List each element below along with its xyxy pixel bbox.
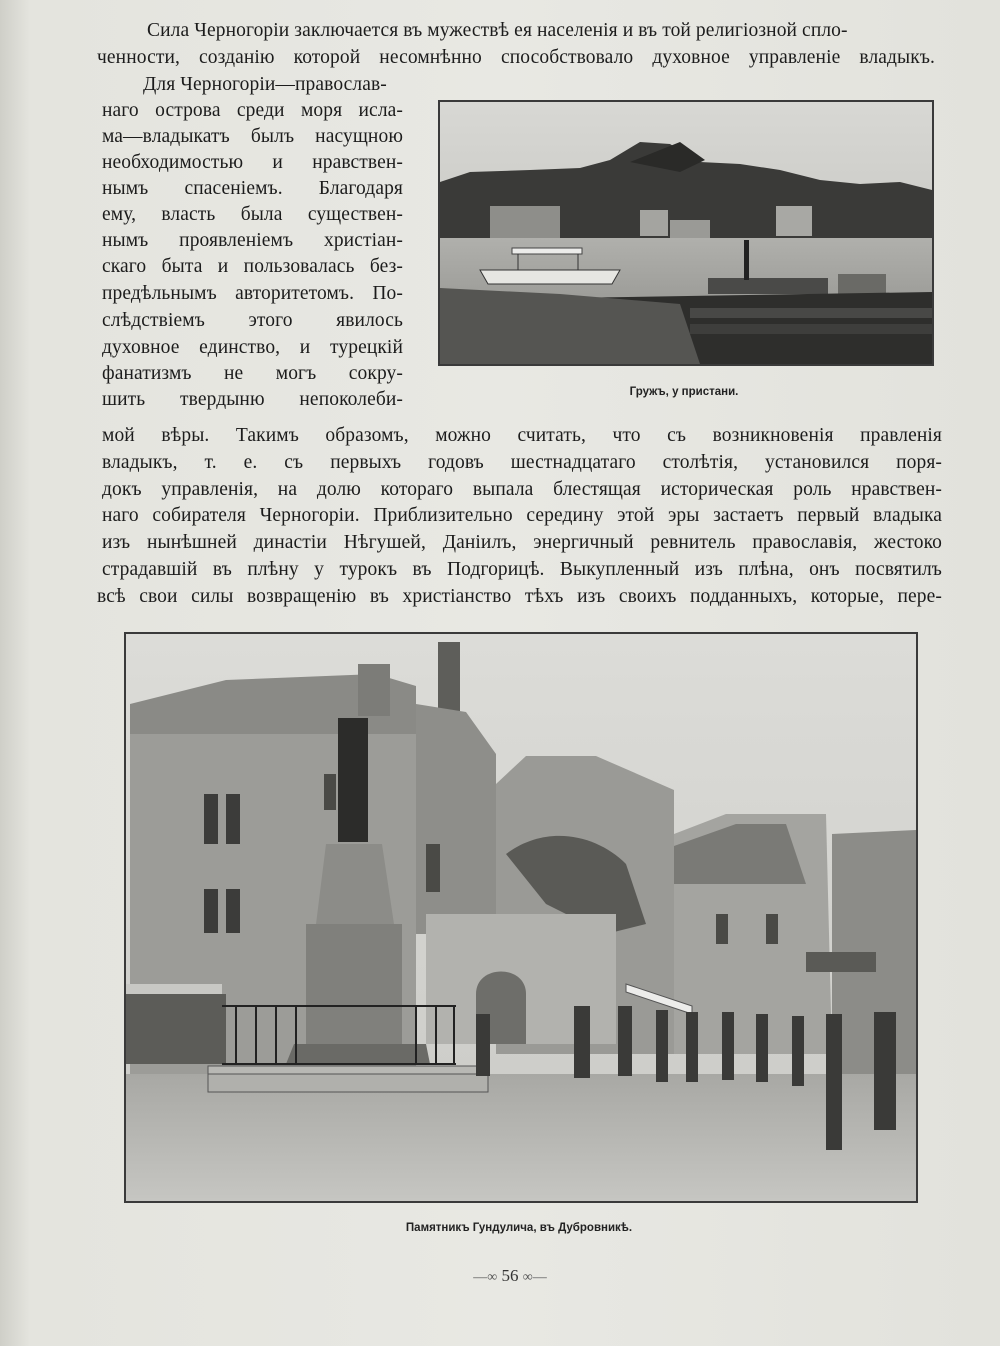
page-number-block	[450, 1266, 570, 1286]
text-line-1: Сила Черногоріи заключается въ мужествѣ ея населенія и въ той религіозной спло-	[147, 20, 848, 41]
text-line-19: наго собирателя Черногоріи. Приблизительно середину этой эры застаетъ первый владыка	[102, 505, 942, 526]
text-line-22: всѣ свои силы возвращенію въ христіанство тѣхъ изъ своихъ подданныхъ, которые, пере-	[97, 586, 942, 607]
text-line-2: ченности, созданію которой несомнѣнно способствовало духовное управленіе владыкъ.	[97, 47, 935, 68]
text-line-10: скаго быта и пользовалась без-	[102, 256, 403, 277]
text-line-3: Для Черногоріи—православ-	[143, 74, 387, 95]
harbor-caption: Гружъ, у пристани.	[629, 386, 739, 398]
monument-caption: Памятникъ Гундулича, въ Дубровникѣ.	[405, 1222, 633, 1234]
text-line-8: ему, власть была существен-	[102, 204, 403, 225]
text-line-6: необходимостью и нравствен-	[102, 152, 403, 173]
text-line-17: владыкъ, т. е. съ первыхъ годовъ шестнадцатаго столѣтія, установился поря-	[102, 452, 942, 473]
text-line-20: изъ нынѣшней династіи Нѣгушей, Даніилъ, энергичный ревнитель православія, жестоко	[102, 532, 942, 553]
text-line-21: страдавшій въ плѣну у турокъ въ Подгорицѣ. Выкупленный изъ плѣна, онъ посвятилъ	[102, 559, 942, 580]
monument-photo	[124, 632, 918, 1203]
text-line-13: духовное единство, и турецкій	[102, 337, 403, 358]
text-line-14: фанатизмъ не могъ сокру-	[102, 363, 403, 384]
harbor-photo	[438, 100, 934, 366]
ornament-right: ∞—	[522, 1270, 547, 1285]
text-line-4: наго острова среди моря исла-	[102, 100, 403, 121]
text-line-15: шить твердыню непоколеби-	[102, 389, 403, 410]
text-line-12: слѣдствіемъ этого явилось	[102, 310, 403, 331]
text-line-9: нымъ проявленіемъ христіан-	[102, 230, 403, 251]
page-number: 56	[501, 1266, 519, 1285]
text-line-7: нымъ спасеніемъ. Благодаря	[102, 178, 403, 199]
monument-scene-image	[126, 634, 916, 1201]
text-line-16: мой вѣры. Такимъ образомъ, можно считать, что съ возникновенія правленія	[102, 425, 942, 446]
text-line-5: ма—владыкатъ былъ насущною	[102, 126, 403, 147]
text-line-11: предѣльнымъ авторитетомъ. По-	[102, 283, 403, 304]
text-line-18: докъ управленія, на долю котораго выпала блестящая историческая роль нравствен-	[102, 479, 942, 500]
ornament-left: —∞	[473, 1270, 498, 1285]
harbor-scene-image	[440, 102, 932, 364]
